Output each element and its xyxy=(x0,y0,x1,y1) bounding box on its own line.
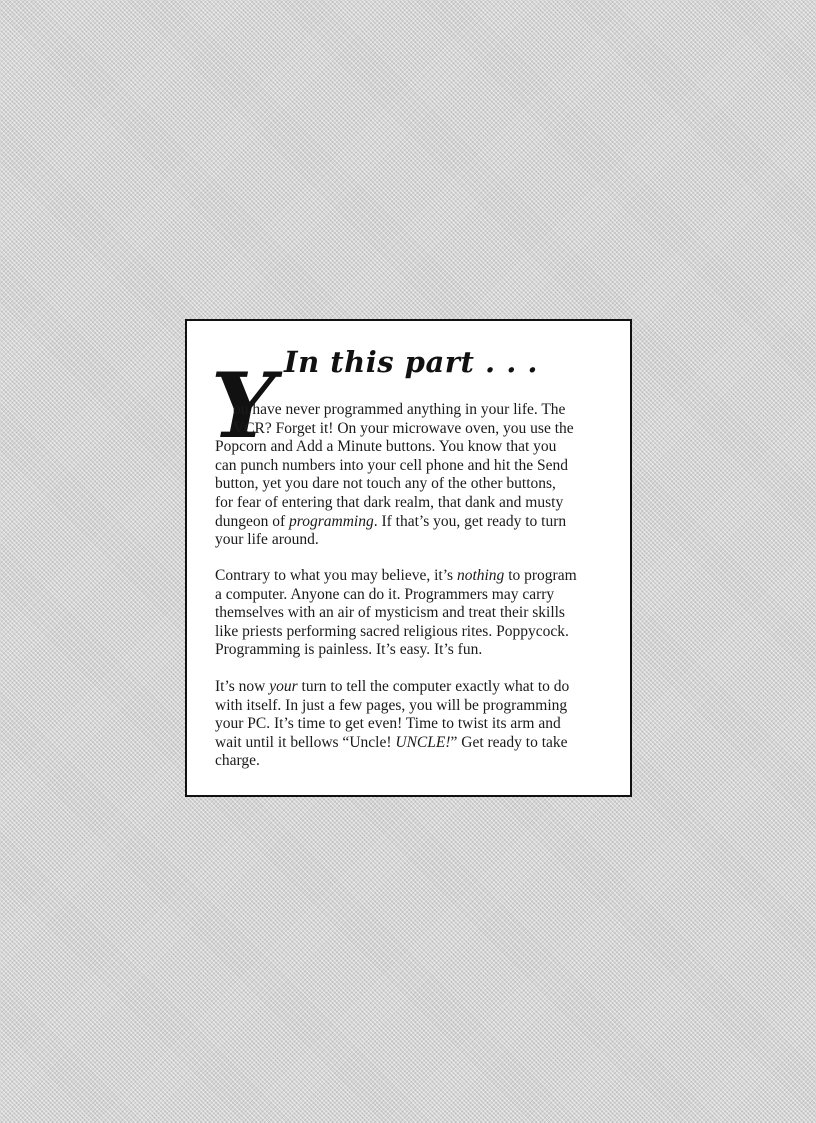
text-segment: turn to tell the computer exactly what to do xyxy=(297,678,570,695)
text-segment: your PC. It’s time to get even! Time to twist its arm and xyxy=(215,715,561,733)
text-segment: VCR? Forget it! On your microwave oven, you use the xyxy=(233,419,574,437)
text-line xyxy=(215,513,574,532)
paragraph-2 xyxy=(215,567,577,660)
text-segment: button, yet you dare not touch any of the other buttons, xyxy=(215,475,556,493)
emphasized-text: nothing xyxy=(456,567,505,584)
text-segment: can punch numbers into your cell phone and hit the Send xyxy=(215,456,568,474)
text-segment: wait until it bellows “Uncle! xyxy=(215,733,396,751)
text-line xyxy=(215,438,574,457)
text-segment: Contrary to what you may believe, it’s xyxy=(215,567,457,584)
text-segment: charge. xyxy=(215,752,260,770)
text-segment: ” Get ready to take xyxy=(450,733,568,751)
sidebar-box xyxy=(185,319,632,797)
text-line xyxy=(215,475,574,494)
text-segment: a computer. Anyone can do it. Programmers may carry xyxy=(215,585,555,603)
drop-cap: Y xyxy=(211,353,276,459)
text-segment: for fear of entering that dark realm, that dank and musty xyxy=(215,493,564,511)
text-line xyxy=(215,623,577,642)
text-segment: like priests performing sacred religious rites. Poppycock. xyxy=(215,622,569,640)
text-line xyxy=(215,715,569,734)
text-line xyxy=(215,401,574,420)
text-segment: ou have never programmed anything in your life. The xyxy=(233,401,566,418)
text-line xyxy=(215,604,577,623)
text-segment: Popcorn and Add a Minute buttons. You know that you xyxy=(215,438,557,456)
text-segment: with itself. In just a few pages, you will be programming xyxy=(215,696,568,714)
text-line xyxy=(215,494,574,513)
text-segment: dungeon of xyxy=(215,512,290,530)
sidebar-heading: In this part . . . xyxy=(284,345,538,379)
text-line xyxy=(215,697,569,716)
emphasized-text: your xyxy=(269,678,298,695)
text-segment: Programming is painless. It’s easy. It’s fun. xyxy=(215,641,483,659)
text-line xyxy=(215,531,574,550)
text-segment: to program xyxy=(504,567,577,584)
text-line xyxy=(215,734,569,753)
text-line xyxy=(215,457,574,476)
text-line xyxy=(215,752,569,771)
text-segment: your life around. xyxy=(215,531,319,549)
text-line xyxy=(215,586,577,605)
text-line xyxy=(215,567,577,586)
text-line xyxy=(215,420,574,439)
paragraph-1 xyxy=(215,401,574,550)
emphasized-text: UNCLE! xyxy=(395,733,451,751)
text-line xyxy=(215,678,569,697)
text-line xyxy=(215,641,577,660)
emphasized-text: programming xyxy=(289,512,374,530)
text-segment: themselves with an air of mysticism and treat their skills xyxy=(215,604,565,622)
paragraph-3 xyxy=(215,678,569,771)
text-segment: . If that’s you, get ready to turn xyxy=(373,512,567,530)
text-segment: It’s now xyxy=(215,678,270,695)
